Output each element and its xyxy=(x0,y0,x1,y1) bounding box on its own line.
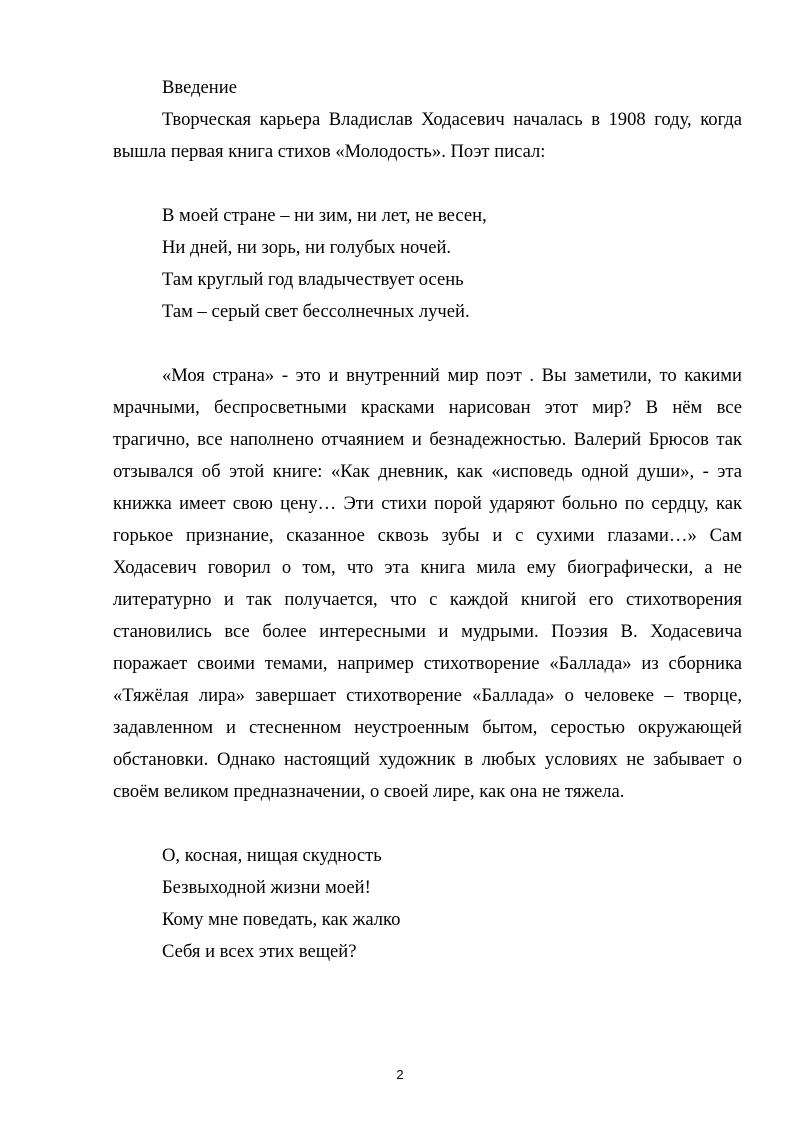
poem-line: Там – серый свет бессолнечных лучей. xyxy=(162,301,470,322)
poem-line: Кому мне поведать, как жалко xyxy=(162,909,401,930)
poem-line: Ни дней, ни зорь, ни голубых ночей. xyxy=(162,237,452,258)
page-number: 2 xyxy=(396,1067,404,1082)
section-heading: Введение xyxy=(162,77,237,98)
blank-line xyxy=(113,168,742,200)
page-content xyxy=(113,72,742,968)
main-paragraph: «Моя страна» - это и внутренний мир поэт . Вы заметили, то какими мрачными, беспросветными красками нарисован этот мир? В нём все трагично, все наполнено отчаянием и безнадежностью. Валерий Брюсов так отзывался об этой книге: «Как дневник, как «исповедь одной души», - эта книжка имеет свою цену… Эти стихи порой ударяют больно по сердцу, как горькое признание, сказанное сквозь зубы и с сухими глазами…» Сам Ходасевич говорил о том, что эта книга мила ему биографически, а не литературно и так получается, что с каждой книгой его стихотворения становились все более интересными и мудрыми. Поэзия В. Ходасевича поражает своими темами, например стихотворение «Баллада» из сборника «Тяжёлая лира» завершает стихотворение «Баллада» о человеке – творце, задавленном и стесненном неустроенным бытом, серостью окружающей обстановки. Однако настоящий художник в любых условиях не забывает о своём великом предназначении, о своей лире, как она не тяжела. xyxy=(113,365,742,802)
poem-stanza-1 xyxy=(113,200,742,328)
poem-stanza-2 xyxy=(113,840,742,968)
poem-line: Безвыходной жизни моей! xyxy=(162,877,371,898)
intro-paragraph: Творческая карьера Владислав Ходасевич началась в 1908 году, когда вышла первая книга стихов «Молодость». Поэт писал: xyxy=(113,109,742,162)
poem-line: Себя и всех этих вещей? xyxy=(162,941,357,962)
blank-line xyxy=(113,808,742,840)
poem-line: О, косная, нищая скудность xyxy=(162,845,382,866)
poem-line: Там круглый год владычествует осень xyxy=(162,269,464,290)
blank-line xyxy=(113,328,742,360)
poem-line: В моей стране – ни зим, ни лет, не весен, xyxy=(162,205,487,226)
